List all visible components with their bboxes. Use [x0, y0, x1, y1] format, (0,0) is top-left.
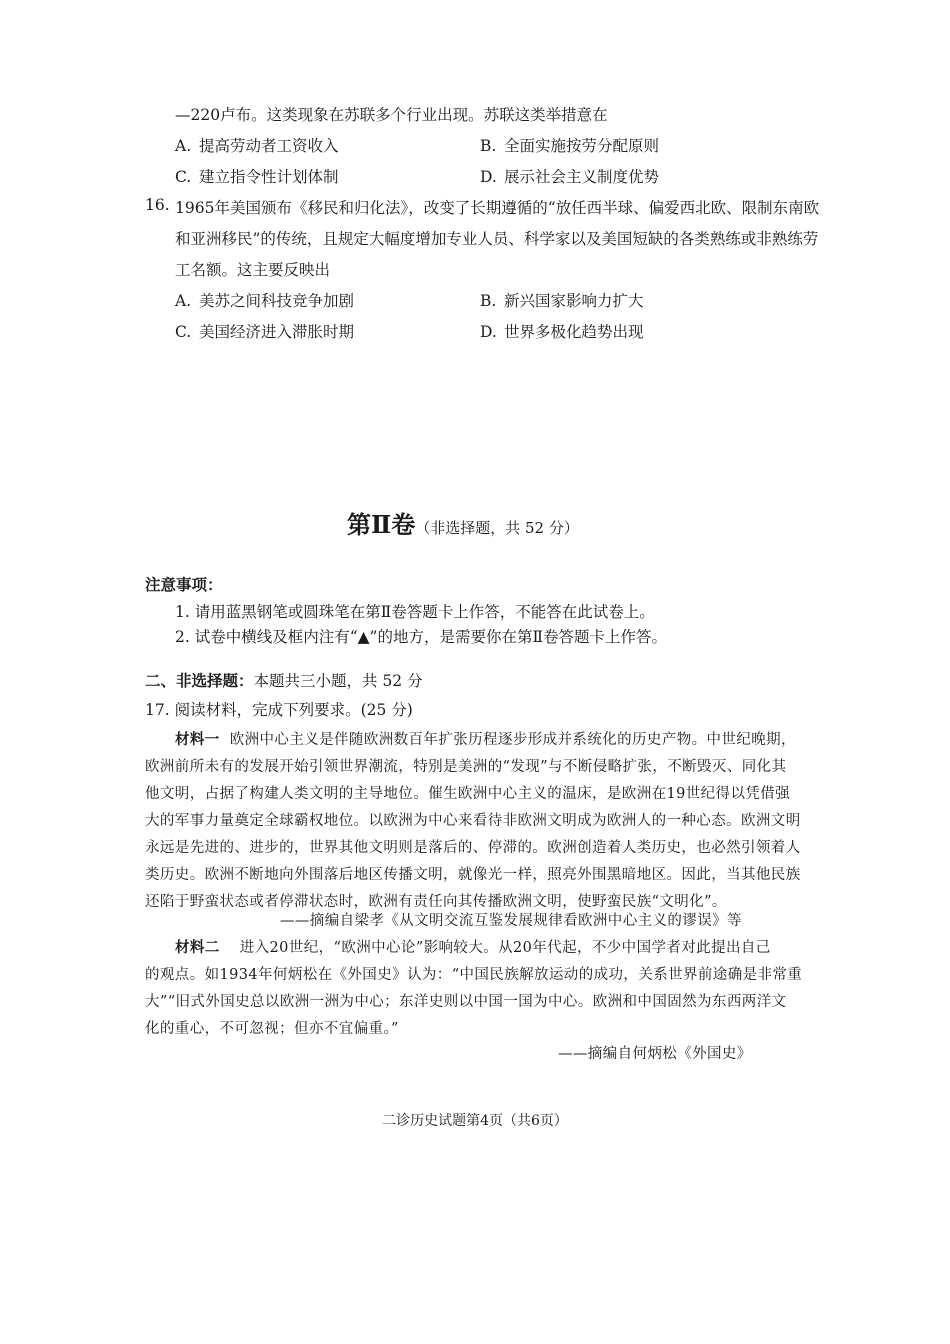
q16-option-d: D. 世界多极化趋势出现 — [480, 323, 644, 341]
page-footer: 二诊历史试题第4页（共6页） — [382, 1113, 568, 1129]
notes-heading: 注意事项： — [145, 575, 223, 594]
material1-line: 他文明，占据了构建人类文明的主导地位。催生欧洲中心主义的温床，是欧洲在19世纪得以凭借强 — [145, 786, 791, 802]
material1-line: 类历史。欧洲不断地向外围落后地区传播文明，就像光一样，照亮外围黑暗地区。因此，当其他民族 — [145, 867, 801, 883]
part-heading: 二、非选择题：本题共三小题，共 52 分 — [145, 671, 423, 690]
material2-line: 化的重心，不可忽视；但亦不宜偏重。” — [145, 1021, 399, 1037]
material2-line: 的观点。如1934年何炳松在《外国史》认为：“中国民族解放运动的成功，关系世界前途确是非常重 — [145, 967, 803, 983]
q16-stem-line: 1965年美国颁布《移民和归化法》，改变了长期遵循的“放任西半球、偏爱西北欧、限制东南欧 — [175, 199, 820, 217]
q16-option-c: C. 美国经济进入滞胀时期 — [175, 323, 355, 341]
q16-option-a: A. 美苏之间科技竞争加剧 — [175, 292, 355, 310]
q15-continuation-line: —220卢布。这类现象在苏联多个行业出现。苏联这类举措意在 — [175, 106, 608, 124]
q16-number: 16. — [145, 196, 170, 214]
material1-source: ——摘编自梁孝《从文明交流互鉴发展规律看欧洲中心主义的谬误》等 — [280, 913, 742, 929]
notes-item: 1. 请用蓝黑钢笔或圆珠笔在第Ⅱ卷答题卡上作答，不能答在此试卷上。 — [175, 603, 655, 621]
material1-label: 材料一 — [175, 731, 220, 748]
material2-line: 大”“旧式外国史总以欧洲一洲为中心；东洋史则以中国一国为中心。欧洲和中国固然为东西两洋文 — [145, 994, 787, 1010]
material1-line: 材料一 欧洲中心主义是伴随欧洲数百年扩张历程逐步形成并系统化的历史产物。中世纪晚期， — [175, 731, 796, 748]
material2-source: ——摘编自何炳松《外国史》 — [558, 1046, 752, 1062]
material1-line: 欧洲前所未有的发展开始引领世界潮流，特别是美洲的“发现”与不断侵略扩张，不断毁灭、同化其 — [145, 759, 787, 775]
material1-line: 还陷于野蛮状态或者停滞状态时，欧洲有责任向其传播欧洲文明，使野蛮民族“文明化”。 — [145, 894, 727, 910]
q16-stem-line: 工名额。这主要反映出 — [175, 261, 331, 279]
section-title: 第Ⅱ卷（非选择题，共 52 分） — [347, 510, 579, 539]
q15-option-a: A. 提高劳动者工资收入 — [175, 137, 339, 155]
notes-item: 2. 试卷中横线及框内注有“▲”的地方，是需要你在第Ⅱ卷答题卡上作答。 — [175, 628, 668, 646]
q17-stem: 17. 阅读材料，完成下列要求。(25 分) — [145, 701, 413, 719]
q15-option-c: C. 建立指令性计划体制 — [175, 168, 339, 186]
material1-line: 永远是先进的、进步的，世界其他文明则是落后的、停滞的。欧洲创造着人类历史，也必然引领着人 — [145, 840, 801, 856]
q16-option-b: B. 新兴国家影响力扩大 — [480, 292, 644, 310]
material2-line: 材料二 进入20世纪，“欧洲中心论”影响较大。从20年代起，不少中国学者对此提出自己 — [175, 939, 771, 956]
material2-label: 材料二 — [175, 939, 220, 956]
q15-option-d: D. 展示社会主义制度优势 — [480, 168, 660, 186]
material1-line: 大的军事力量奠定全球霸权地位。以欧洲为中心来看待非欧洲文明成为欧洲人的一种心态。欧洲文明 — [145, 813, 801, 829]
q16-stem-line: 和亚洲移民”的传统，且规定大幅度增加专业人员、科学家以及美国短缺的各类熟练或非熟练劳 — [175, 230, 819, 248]
q15-option-b: B. 全面实施按劳分配原则 — [480, 137, 660, 155]
